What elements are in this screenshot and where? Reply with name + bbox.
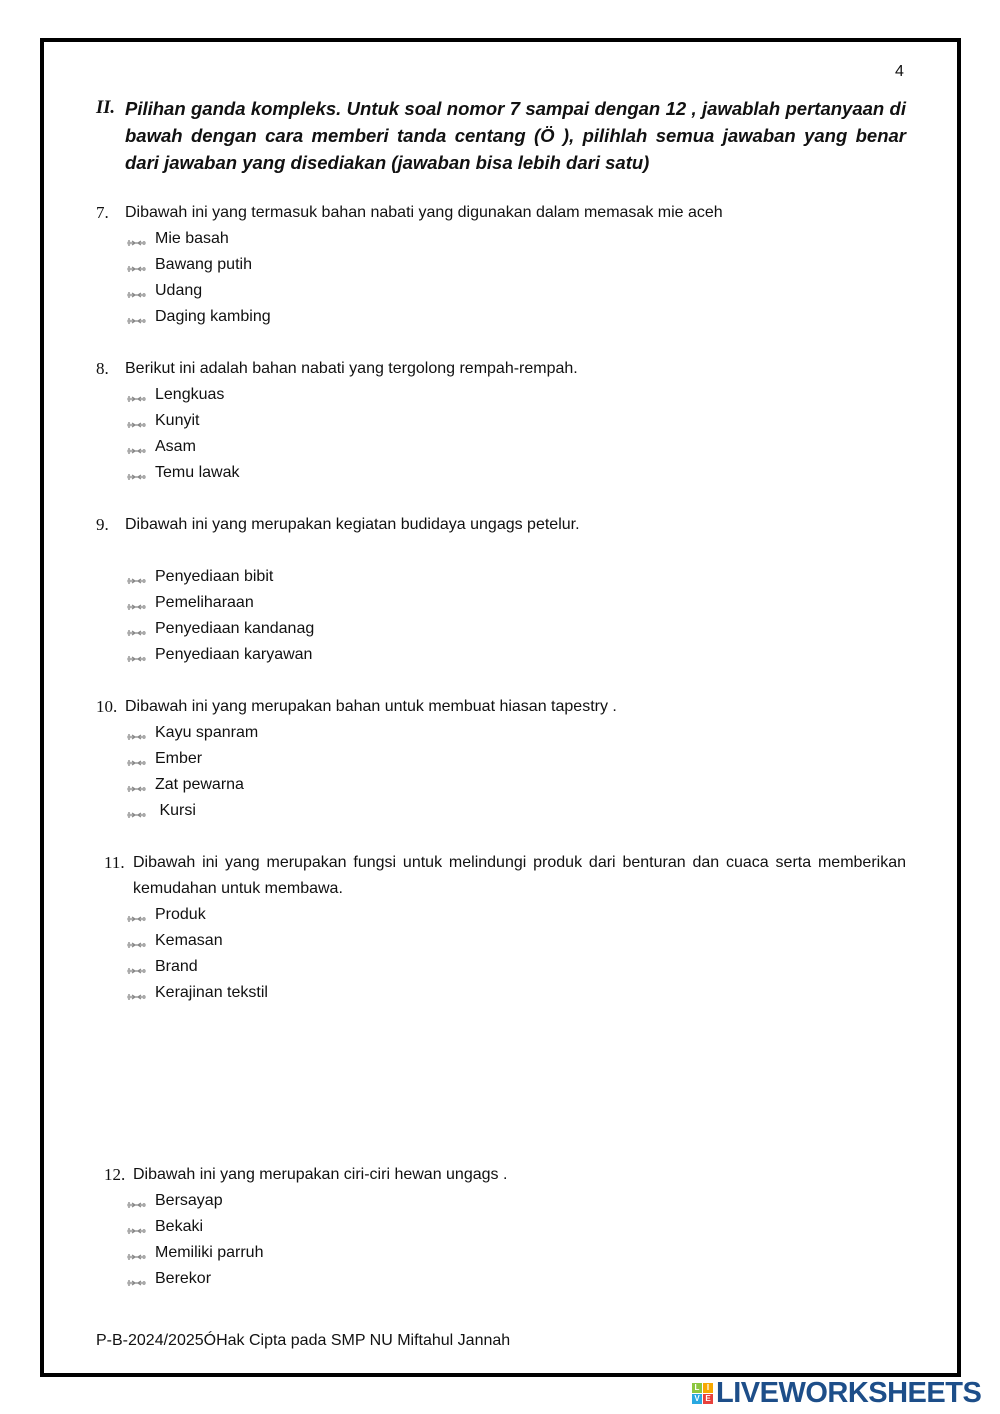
answer-option[interactable] <box>127 1188 906 1214</box>
checkbox-bullet-icon[interactable] <box>127 647 146 657</box>
question-text: Berikut ini adalah bahan nabati yang tergolong rempah-rempah. <box>125 360 578 377</box>
checkbox-bullet-icon[interactable] <box>127 257 146 267</box>
checkbox-bullet-icon[interactable] <box>127 1271 146 1281</box>
checkbox-bullet-icon[interactable] <box>127 309 146 319</box>
page-number: 4 <box>895 63 904 80</box>
question-number: 12. <box>104 1165 126 1184</box>
question-number: 10. <box>96 697 118 716</box>
option-label: Daging kambing <box>155 308 271 325</box>
checkbox-bullet-icon[interactable] <box>127 465 146 475</box>
question-9 <box>96 512 906 668</box>
option-label: Mie basah <box>155 230 229 247</box>
question-number: 7. <box>96 203 109 222</box>
answer-option[interactable] <box>127 590 906 616</box>
answer-option[interactable] <box>127 1266 906 1292</box>
checkbox-bullet-icon[interactable] <box>127 907 146 917</box>
option-label: Bekaki <box>155 1218 204 1235</box>
option-label: Zat pewarna <box>155 776 244 793</box>
option-label: Penyediaan kandanag <box>155 620 315 637</box>
liveworksheets-logo[interactable] <box>692 1377 981 1410</box>
option-label: Ember <box>155 750 203 767</box>
question-11 <box>96 850 906 1006</box>
option-label: Penyediaan karyawan <box>155 646 313 663</box>
option-label: Udang <box>155 282 203 299</box>
checkbox-bullet-icon[interactable] <box>127 413 146 423</box>
logo-letter: V <box>692 1394 702 1404</box>
question-number: 9. <box>96 515 109 534</box>
answer-option[interactable] <box>127 642 906 668</box>
question-text: Dibawah ini yang termasuk bahan nabati yang digunakan dalam memasak mie aceh <box>125 204 723 221</box>
instruction-text: Pilihan ganda kompleks. Untuk soal nomor 7 sampai dengan 12 , jawablah pertanyaan di bawah dengan cara memberi tanda centang (Ö ), pilihlah semua jawaban yang benar dari jawaban yang disediakan (jawaban bisa lebih dari satu) <box>125 98 906 173</box>
question-10 <box>96 694 906 824</box>
footer-copyright: P-B-2024/2025ÓHak Cipta pada SMP NU Miftahul Jannah <box>96 1332 511 1349</box>
answer-option[interactable] <box>127 1240 906 1266</box>
checkbox-bullet-icon[interactable] <box>127 439 146 449</box>
option-label: Lengkuas <box>155 386 225 403</box>
answer-option[interactable] <box>127 382 906 408</box>
question-text: Dibawah ini yang merupakan bahan untuk membuat hiasan tapestry . <box>125 698 617 715</box>
answer-option[interactable] <box>127 772 906 798</box>
answer-option[interactable] <box>127 1214 906 1240</box>
checkbox-bullet-icon[interactable] <box>127 803 146 813</box>
option-label: Kunyit <box>155 412 200 429</box>
checkbox-bullet-icon[interactable] <box>127 231 146 241</box>
checkbox-bullet-icon[interactable] <box>127 751 146 761</box>
option-label: Asam <box>155 438 196 455</box>
option-label: Temu lawak <box>155 464 240 481</box>
question-7 <box>96 200 906 330</box>
answer-option[interactable] <box>127 408 906 434</box>
checkbox-bullet-icon[interactable] <box>127 283 146 293</box>
answer-option[interactable] <box>127 616 906 642</box>
question-12 <box>96 1162 906 1292</box>
section-number: II. <box>96 98 116 118</box>
logo-text: LIVEWORKSHEETS <box>716 1377 982 1409</box>
option-label: Pemeliharaan <box>155 594 254 611</box>
answer-option[interactable] <box>127 304 906 330</box>
option-label: Kayu spanram <box>155 724 259 741</box>
checkbox-bullet-icon[interactable] <box>127 569 146 579</box>
checkbox-bullet-icon[interactable] <box>127 725 146 735</box>
answer-option[interactable] <box>127 720 906 746</box>
logo-letter: L <box>692 1383 702 1393</box>
checkbox-bullet-icon[interactable] <box>127 387 146 397</box>
answer-option[interactable] <box>127 902 906 928</box>
checkbox-bullet-icon[interactable] <box>127 1245 146 1255</box>
answer-option[interactable] <box>127 980 906 1006</box>
question-number: 11. <box>104 853 125 872</box>
answer-option[interactable] <box>127 564 906 590</box>
question-8 <box>96 356 906 486</box>
logo-letter: E <box>703 1394 713 1404</box>
checkbox-bullet-icon[interactable] <box>127 933 146 943</box>
checkbox-bullet-icon[interactable] <box>127 595 146 605</box>
checkbox-bullet-icon[interactable] <box>127 985 146 995</box>
option-label: Memiliki parruh <box>155 1244 264 1261</box>
logo-letter: I <box>703 1383 713 1393</box>
option-label: Bawang putih <box>155 256 252 273</box>
answer-option[interactable] <box>127 928 906 954</box>
question-text: Dibawah ini yang merupakan kegiatan budidaya ungags petelur. <box>125 516 580 533</box>
checkbox-bullet-icon[interactable] <box>127 1219 146 1229</box>
option-label: Berekor <box>155 1270 212 1287</box>
answer-option[interactable] <box>127 226 906 252</box>
answer-option[interactable] <box>127 252 906 278</box>
option-label: Bersayap <box>155 1192 223 1209</box>
option-label: Kursi <box>155 802 196 819</box>
question-text: Dibawah ini yang merupakan ciri-ciri hewan ungags . <box>133 1166 508 1183</box>
option-label: Kerajinan tekstil <box>155 984 268 1001</box>
checkbox-bullet-icon[interactable] <box>127 621 146 631</box>
answer-option[interactable] <box>127 746 906 772</box>
checkbox-bullet-icon[interactable] <box>127 959 146 969</box>
option-label: Penyediaan bibit <box>155 568 274 585</box>
option-label: Brand <box>155 958 198 975</box>
section-instruction <box>96 95 906 176</box>
option-label: Produk <box>155 906 206 923</box>
answer-option[interactable] <box>127 434 906 460</box>
answer-option[interactable] <box>127 278 906 304</box>
option-label: Kemasan <box>155 932 223 949</box>
answer-option[interactable] <box>127 798 906 824</box>
checkbox-bullet-icon[interactable] <box>127 1193 146 1203</box>
question-number: 8. <box>96 359 109 378</box>
logo-icon <box>692 1383 713 1404</box>
answer-option[interactable] <box>127 460 906 486</box>
checkbox-bullet-icon[interactable] <box>127 777 146 787</box>
answer-option[interactable] <box>127 954 906 980</box>
question-text: Dibawah ini yang merupakan fungsi untuk melindungi produk dari benturan dan cuaca serta memberikan kemudahan untuk membawa. <box>133 854 906 897</box>
